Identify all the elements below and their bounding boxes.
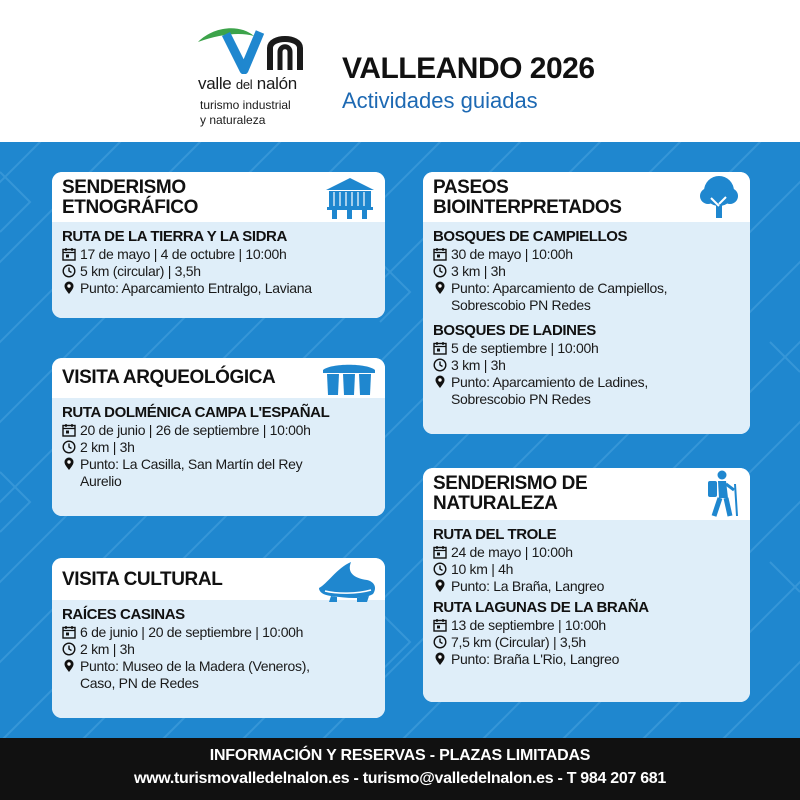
route-name: RAÍCES CASINAS (62, 606, 185, 623)
route-meeting-point: Punto: La Braña, Langreo (433, 578, 740, 595)
brand-name: valle del nalón (198, 74, 297, 93)
calendar-icon (433, 545, 447, 559)
activities-panel (0, 142, 800, 738)
brand-tagline-2: y naturaleza (200, 113, 266, 127)
dolmen-icon (321, 361, 377, 397)
route-distance: 2 km | 3h (62, 439, 375, 456)
clog-icon (317, 558, 379, 602)
card-paseos-biointerpretados[interactable] (423, 172, 750, 434)
footer-info: INFORMACIÓN Y RESERVAS - PLAZAS LIMITADAS (209, 747, 591, 764)
location-pin-icon (433, 652, 447, 666)
clock-icon (433, 562, 447, 576)
location-pin-icon (433, 281, 447, 295)
logo-mark-icon (196, 22, 316, 74)
route-meeting-point: Punto: Aparcamiento de Ladines, Sobrescobio PN Redes (433, 374, 740, 408)
route-name: RUTA DEL TROLE (433, 526, 557, 543)
calendar-icon (433, 618, 447, 632)
location-pin-icon (62, 457, 76, 471)
hiker-icon (702, 470, 742, 518)
card-title-line-2: ETNOGRÁFICO (62, 197, 198, 218)
location-pin-icon (62, 659, 76, 673)
route-date: 5 de septiembre | 10:00h (433, 340, 740, 357)
footer (0, 738, 800, 800)
clock-icon (433, 635, 447, 649)
clock-icon (433, 264, 447, 278)
calendar-icon (433, 341, 447, 355)
card-visita-arqueologica[interactable] (52, 358, 385, 516)
card-visita-cultural[interactable] (52, 558, 385, 718)
card-title: VISITA CULTURAL (62, 569, 223, 590)
calendar-icon (433, 247, 447, 261)
route-name: RUTA DOLMÉNICA CAMPA L'ESPAÑAL (62, 404, 330, 421)
granary-icon (323, 176, 377, 220)
header (0, 0, 800, 142)
route-meeting-point: Punto: La Casilla, San Martín del Rey Aurelio (62, 456, 375, 490)
route-distance: 5 km (circular) | 3,5h (62, 263, 375, 280)
tree-icon (696, 174, 742, 220)
clock-icon (62, 642, 76, 656)
route-date: 6 de junio | 20 de septiembre | 10:00h (62, 624, 375, 641)
route-name: BOSQUES DE CAMPIELLOS (433, 228, 628, 245)
route-name: RUTA DE LA TIERRA Y LA SIDRA (62, 228, 287, 245)
route-meeting-point: Punto: Aparcamiento de Campiellos, Sobrescobio PN Redes (433, 280, 740, 314)
route-meeting-point: Punto: Aparcamiento Entralgo, Laviana (62, 280, 375, 297)
calendar-icon (62, 247, 76, 261)
footer-contact[interactable]: www.turismovalledelnalon.es - turismo@valledelnalon.es - T 984 207 681 (134, 770, 666, 787)
card-title: VISITA ARQUEOLÓGICA (62, 367, 276, 388)
clock-icon (62, 264, 76, 278)
route-date: 13 de septiembre | 10:00h (433, 617, 740, 634)
route-name: BOSQUES DE LADINES (433, 322, 596, 339)
route-name: RUTA LAGUNAS DE LA BRAÑA (433, 599, 649, 616)
clock-icon (62, 440, 76, 454)
calendar-icon (62, 625, 76, 639)
route-distance: 3 km | 3h (433, 357, 740, 374)
route-distance: 7,5 km (Circular) | 3,5h (433, 634, 740, 651)
route-date: 24 de mayo | 10:00h (433, 544, 740, 561)
brand-tagline-1: turismo industrial (200, 98, 291, 112)
route-distance: 2 km | 3h (62, 641, 375, 658)
route-date: 30 de mayo | 10:00h (433, 246, 740, 263)
location-pin-icon (62, 281, 76, 295)
route-meeting-point: Punto: Braña L'Rio, Langreo (433, 651, 740, 668)
brand-logo[interactable] (192, 22, 317, 130)
page-subtitle: Actividades guiadas (342, 88, 538, 113)
calendar-icon (62, 423, 76, 437)
page-title: VALLEANDO 2026 (342, 52, 595, 85)
card-title-line-1: SENDERISMO (62, 177, 186, 198)
card-title-line-2: BIOINTERPRETADOS (433, 197, 622, 218)
card-title-line-2: NATURALEZA (433, 493, 558, 514)
route-distance: 3 km | 3h (433, 263, 740, 280)
card-senderismo-etnografico[interactable] (52, 172, 385, 318)
location-pin-icon (433, 579, 447, 593)
clock-icon (433, 358, 447, 372)
route-distance: 10 km | 4h (433, 561, 740, 578)
card-title-line-1: SENDERISMO DE (433, 473, 588, 494)
card-title-line-1: PASEOS (433, 177, 509, 198)
route-date: 20 de junio | 26 de septiembre | 10:00h (62, 422, 375, 439)
route-meeting-point: Punto: Museo de la Madera (Veneros), Caso, PN de Redes (62, 658, 375, 692)
route-date: 17 de mayo | 4 de octubre | 10:00h (62, 246, 375, 263)
location-pin-icon (433, 375, 447, 389)
card-senderismo-naturaleza[interactable] (423, 468, 750, 702)
